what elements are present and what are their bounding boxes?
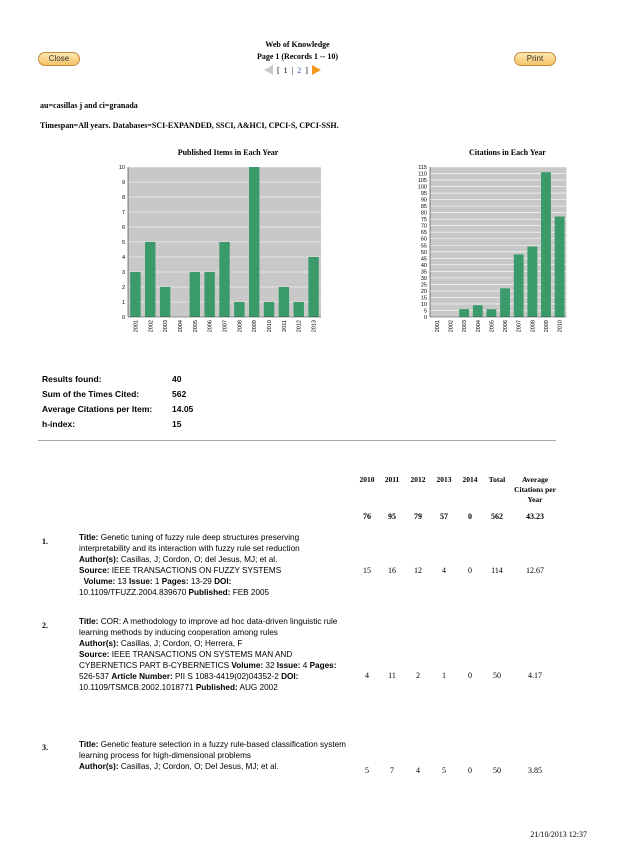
pager-separator: |: [291, 65, 294, 75]
y-tick-label: 105: [417, 178, 427, 185]
record-authors: Casillas, J; Cordon, O; del Jesus, MJ; et al.: [120, 555, 278, 564]
x-tick-label: 2005: [489, 320, 496, 333]
total-average: 43.23: [526, 512, 544, 521]
record-pages: 526-537: [79, 672, 110, 681]
total-2012: 79: [414, 512, 422, 521]
authors-label: Author(s):: [79, 762, 119, 771]
y-tick-label: 115: [418, 165, 427, 171]
y-tick-label: 1: [121, 300, 125, 306]
y-tick-label: 40: [420, 262, 427, 269]
bar: [486, 309, 496, 317]
y-tick-label: 2: [121, 285, 125, 291]
x-tick-label: 2006: [207, 320, 214, 333]
cell-2011: 7: [390, 766, 394, 775]
source-label: Source:: [79, 650, 110, 659]
cell-2011: 16: [388, 566, 396, 575]
cell-2013: 4: [442, 566, 446, 575]
y-tick-label: 25: [420, 282, 427, 289]
record-volume: 32: [265, 661, 275, 670]
x-tick-label: 2002: [148, 320, 155, 333]
record-volume: 13: [117, 577, 127, 586]
cell-total: 114: [491, 566, 503, 575]
published-label: Published:: [188, 588, 231, 597]
y-tick-label: 20: [420, 288, 427, 295]
x-tick-label: 2003: [163, 320, 170, 333]
x-tick-label: 2008: [530, 320, 537, 333]
col-header-2013: 2013: [436, 475, 452, 484]
cell-2014: 0: [468, 671, 472, 680]
authors-label: Author(s):: [79, 639, 119, 648]
y-tick-label: 50: [420, 249, 427, 256]
next-page-arrow-icon[interactable]: [312, 65, 321, 75]
record-title[interactable]: Genetic tuning of fuzzy rule deep structures preserving interpretability and its interaction with fuzzy rule set reduction: [79, 533, 300, 553]
bar: [130, 272, 140, 317]
x-tick-label: 2012: [296, 320, 303, 333]
bar: [308, 257, 318, 317]
cell-2012: 12: [414, 566, 422, 575]
record-number: 3.: [42, 743, 48, 752]
title-label: Title:: [79, 617, 99, 626]
record-authors: Casillas, J; Cordon, O; Del Jesus, MJ; et al.: [120, 762, 279, 771]
bar: [555, 217, 565, 317]
record-authors: Casillas, J; Cordon, O; Herrera, F: [120, 639, 243, 648]
cell-2011: 11: [388, 671, 396, 680]
cell-2013: 5: [442, 766, 446, 775]
pager-open-bracket: [: [277, 65, 280, 75]
cell-2012: 2: [416, 671, 420, 680]
y-tick-label: 75: [420, 217, 427, 224]
x-tick-label: 2009: [252, 320, 259, 333]
previous-page-arrow-icon[interactable]: [264, 65, 273, 75]
x-tick-label: 2005: [192, 320, 199, 333]
record-pages: 13-29: [190, 577, 212, 586]
article-number-label: Article Number:: [111, 672, 173, 681]
x-tick-label: 2007: [222, 320, 229, 333]
citations-chart: [400, 160, 630, 345]
col-header-2010: 2010: [359, 475, 375, 484]
y-tick-label: 110: [418, 171, 427, 178]
times-cited-value: 562: [172, 389, 187, 399]
doi-label: DOI:: [281, 672, 299, 681]
cell-average: 12.67: [526, 566, 544, 575]
cell-average: 3.85: [528, 766, 542, 775]
bar: [264, 302, 274, 317]
record-issue: 1: [154, 577, 160, 586]
cell-2010: 4: [365, 671, 369, 680]
x-tick-label: 2009: [543, 320, 550, 333]
source-label: Source:: [79, 566, 110, 575]
bar: [473, 305, 483, 317]
y-tick-label: 0: [121, 315, 125, 321]
bar: [190, 272, 200, 317]
bar: [500, 288, 510, 317]
record-title[interactable]: COR: A methodology to improve ad hoc data-driven linguistic rule learning methods by inducing cooperation among rules: [79, 617, 338, 637]
bar: [294, 302, 304, 317]
x-tick-label: 2002: [448, 320, 455, 333]
record-issue: 4: [302, 661, 308, 670]
y-tick-label: 6: [121, 225, 125, 231]
y-tick-label: 7: [121, 210, 125, 216]
y-tick-label: 0: [423, 315, 427, 321]
published-chart-title: Published Items in Each Year: [177, 148, 279, 157]
cell-average: 4.17: [528, 671, 542, 680]
record-3: [79, 739, 351, 772]
print-datetime: 21/10/2013 12:37: [530, 830, 587, 839]
col-header-average: Average Citations per Year: [514, 475, 556, 504]
title-label: Title:: [79, 740, 99, 749]
record-1: [79, 532, 351, 598]
y-tick-label: 9: [121, 180, 125, 186]
record-published: FEB 2005: [232, 588, 270, 597]
volume-label: Volume:: [83, 577, 116, 586]
close-button[interactable]: Close: [38, 52, 80, 66]
results-found-label: Results found:: [42, 374, 102, 384]
x-tick-label: 2010: [267, 320, 274, 333]
x-tick-label: 2011: [281, 320, 288, 332]
record-number: 1.: [42, 537, 48, 546]
y-tick-label: 30: [420, 275, 427, 282]
citations-chart-clip: [400, 160, 564, 345]
y-tick-label: 8: [121, 195, 125, 201]
col-header-2012: 2012: [410, 475, 426, 484]
cell-2014: 0: [468, 766, 472, 775]
total-2013: 57: [440, 512, 448, 521]
y-tick-label: 65: [420, 230, 427, 237]
cell-2010: 15: [363, 566, 371, 575]
record-title[interactable]: Genetic feature selection in a fuzzy rule-based classification system learning process for high-dimensional problems: [79, 740, 346, 760]
record-article-number: PII S 1083-4419(02)04352-2: [175, 672, 279, 681]
y-tick-label: 15: [420, 295, 427, 302]
y-tick-label: 5: [423, 308, 427, 315]
bar: [204, 272, 214, 317]
divider: [38, 440, 556, 441]
h-index-value: 15: [172, 419, 182, 429]
citations-chart-title: Citations in Each Year: [469, 148, 546, 157]
app-title: Web of Knowledge: [265, 40, 330, 49]
volume-label: Volume:: [231, 661, 264, 670]
record-number: 2.: [42, 621, 48, 630]
cell-2013: 1: [442, 671, 446, 680]
times-cited-label: Sum of the Times Cited:: [42, 389, 140, 399]
issue-label: Issue:: [128, 577, 153, 586]
avg-citations-value: 14.05: [172, 404, 194, 414]
y-tick-label: 80: [420, 210, 427, 217]
bar: [160, 287, 170, 317]
cell-total: 50: [493, 766, 501, 775]
x-tick-label: 2010: [557, 320, 564, 333]
y-tick-label: 45: [420, 256, 427, 263]
record-2: [79, 616, 351, 693]
title-label: Title:: [79, 533, 99, 542]
col-header-2014: 2014: [462, 475, 478, 484]
h-index-label: h-index:: [42, 419, 76, 429]
bar: [234, 302, 244, 317]
bar: [249, 167, 259, 317]
y-tick-label: 100: [417, 184, 427, 191]
y-tick-label: 90: [420, 197, 427, 204]
y-tick-label: 55: [420, 243, 427, 250]
pager: [264, 65, 321, 75]
total-2011: 95: [388, 512, 396, 521]
y-tick-label: 60: [420, 236, 427, 243]
bar: [541, 172, 551, 317]
x-tick-label: 2003: [462, 320, 469, 333]
pages-label: Pages:: [161, 577, 189, 586]
cell-2012: 4: [416, 766, 420, 775]
y-tick-label: 4: [121, 255, 125, 261]
pager-current-page: 1: [283, 65, 288, 75]
x-tick-label: 2013: [311, 320, 318, 333]
cell-2014: 0: [468, 566, 472, 575]
record-source: IEEE TRANSACTIONS ON FUZZY SYSTEMS: [111, 566, 282, 575]
doi-label: DOI:: [214, 577, 232, 586]
avg-citations-label: Average Citations per Item:: [42, 404, 153, 414]
timespan-databases: Timespan=All years. Databases=SCI-EXPANDED, SSCI, A&HCI, CPCI-S, CPCI-SSH.: [40, 121, 339, 130]
y-tick-label: 95: [420, 191, 427, 198]
cell-2010: 5: [365, 766, 369, 775]
bar: [459, 309, 469, 317]
col-header-2011: 2011: [384, 475, 400, 484]
record-doi: 10.1109/TFUZZ.2004.839670: [79, 588, 187, 597]
record-doi: 10.1109/TSMCB.2002.1018771: [79, 683, 194, 692]
pager-page-2-link[interactable]: 2: [297, 65, 302, 75]
bar: [527, 247, 537, 317]
x-tick-label: 2008: [237, 320, 244, 333]
bar: [145, 242, 155, 317]
y-tick-label: 5: [121, 240, 125, 246]
x-tick-label: 2001: [133, 320, 140, 333]
y-tick-label: 10: [118, 165, 125, 171]
print-button[interactable]: Print: [514, 52, 556, 66]
col-header-total: Total: [488, 475, 506, 484]
x-tick-label: 2006: [503, 320, 510, 333]
y-tick-label: 10: [420, 301, 427, 308]
cell-total: 50: [493, 671, 501, 680]
page-title: Page 1 (Records 1 -- 10): [256, 52, 339, 61]
record-source: IEEE TRANSACTIONS ON SYSTEMS MAN AND CYBERNETICS PART B-CYBERNETICS: [79, 650, 293, 670]
y-tick-label: 35: [420, 269, 427, 276]
x-tick-label: 2001: [434, 320, 441, 333]
issue-label: Issue:: [276, 661, 301, 670]
total-total: 562: [491, 512, 503, 521]
bar: [514, 254, 524, 317]
pager-close-bracket: ]: [305, 65, 308, 75]
bar: [279, 287, 289, 317]
y-tick-label: 85: [420, 204, 427, 211]
total-2010: 76: [363, 512, 371, 521]
x-tick-label: 2004: [475, 320, 482, 333]
results-found-value: 40: [172, 374, 182, 384]
published-label: Published:: [195, 683, 238, 692]
published-items-chart: [100, 160, 330, 345]
authors-label: Author(s):: [79, 555, 119, 564]
search-query: au=casillas j and ci=granada: [40, 101, 138, 110]
x-tick-label: 2004: [177, 320, 184, 333]
total-2014: 0: [468, 512, 472, 521]
pages-label: Pages:: [309, 661, 337, 670]
y-tick-label: 70: [420, 223, 427, 230]
bar: [219, 242, 229, 317]
x-tick-label: 2007: [516, 320, 523, 333]
record-published: AUG 2002: [239, 683, 278, 692]
y-tick-label: 3: [121, 270, 125, 276]
